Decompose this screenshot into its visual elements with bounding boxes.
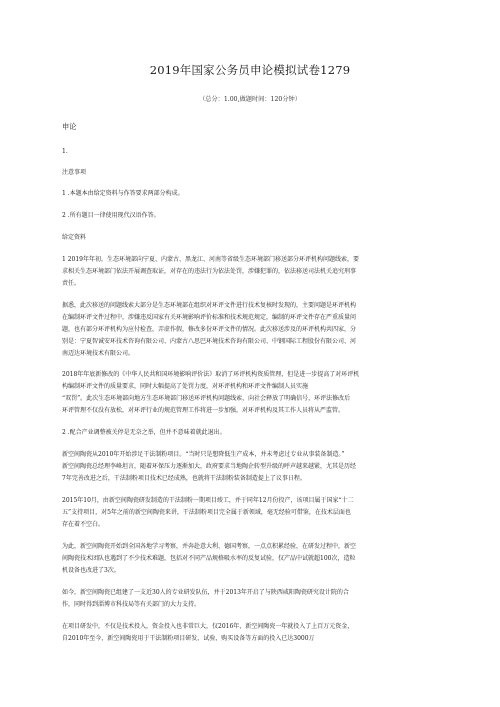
paragraph-line: 在项目研发中，不仅是技术投入，资金投入也非常巨大，仅2016年，新空间陶瓷一年就投入了上百万元资金，	[62, 623, 354, 630]
materials-heading: 给定资料	[62, 234, 87, 241]
paragraph-line: 五”支持项目，对5年之前的新空间陶瓷来讲，干法制粉项目完全属于新领域，毫无经验可借鉴，在技术层面也	[62, 509, 351, 516]
paragraph-line: 南迈达环境技术有限公司。	[62, 350, 135, 357]
paragraph-line: 求相关生态环境部门依法开展调查取证，对存在的违法行为依法处罚，涉嫌犯罪的，依法移送司法机关追究刑事	[62, 268, 357, 275]
paragraph-line: 据悉，此次移送的问题线索大部分是生态环境部在组织对环评文件进行技术复核时发现的，主要问题是环评机构	[62, 302, 357, 309]
paragraph-line: 存在着不空白。	[62, 521, 105, 528]
paragraph-line: 机设备也改进了3次。	[62, 567, 120, 574]
paragraph-line: 7年完善改进之后，干法制粉项目技术已经成熟，也就将干法制粉装备制造提上了议事日程。	[62, 475, 306, 482]
paragraph-line: 2 .配合产业调整被关停是无奈之举，但并不意味着就此退出。	[62, 429, 226, 436]
paragraph-line: 构编制环评文件的质量要求，同时大幅提高了处罚力度，对环评机构和环评文件编制人员实施	[62, 383, 309, 390]
section-heading: 申论	[62, 122, 77, 131]
paragraph-line: 责任。	[62, 280, 81, 287]
notice-item: 1 .本题本由给定资料与作答要求两部分构成。	[62, 190, 184, 197]
paragraph-line: 作，同时得到淄博市科技局等有关部门的大力支持。	[62, 601, 201, 608]
notice-item: 2 .所有题目一律使用现代汉语作答。	[62, 212, 160, 219]
paragraph-line: 为此，新空间陶瓷开始到全国各地学习考察，并奔赴意大利、德国考察，一点点积累经验，在研发过程中，新空	[62, 543, 357, 550]
paragraph-line: 新空间陶瓷总经理李峰坦言，随着环保压力逐渐加大，政府要求当地陶企转型升级的呼声越来越紧，尤其是历经	[62, 463, 357, 470]
paragraph-line: 1 2019年年初，生态环境部向宁夏、内蒙古、黑龙江、河南等省级生态环境部门移送部分环评机构问题线索，要	[62, 256, 359, 263]
document-title: 2019年国家公务员申论模拟试卷1279	[149, 63, 351, 77]
exam-meta: （总分：1.00,做题时间：120分钟）	[199, 96, 301, 103]
paragraph-line: 2018年年底新修改的《中华人民共和国环境影响评价法》取消了环评机构资质管理，但是进一步提高了对环评机	[62, 371, 360, 378]
paragraph-line: 间陶瓷技术团队也遇到了不少技术难题，包括对不同产品规格吸水率的反复试验，仅产品中试就超100次，造粒	[62, 555, 356, 562]
paragraph-line: 自2010年至今，新空间陶瓷用于干法制粉项目研发、试验，购买设备等方面的投入已达3000万	[62, 635, 315, 642]
question-number: 1.	[62, 148, 68, 155]
notice-heading: 注意事项	[62, 169, 87, 176]
paragraph-line: “双罚”。此次生态环境部向地方生态环境部门移送环评机构问题线索，向社会释放了明确信号，环评法修改后	[62, 395, 351, 402]
paragraph-line: 题，也有部分环评机构为应付检查，弄虚作假，修改多份环评文件的情况。此次移送涉及的环评机构共四家，分	[62, 326, 357, 333]
paragraph-line: 2015年10月，由新空间陶瓷研发制造的干法制粉一期项目竣工，并于同年12月份投产，该项目属于国家“十二	[62, 497, 354, 504]
paragraph-line: 在编制环评文件过程中，涉嫌违反国家有关环境影响评价标准和技术规范规定，编制的环评文件存在严重质量问	[62, 314, 357, 321]
paragraph-line: 新空间陶瓷从2010年开始涉足干法制粉项目。“当时只是想降低生产成本，并未考虑过专业从事装备制造。”	[62, 451, 345, 458]
paragraph-line: 环评管理不仅没有放松，对环评行业的规范管理工作将进一步加强，对环评机构及其工作人员将从严监管。	[62, 407, 345, 414]
paragraph-line: 如今，新空间陶瓷已组建了一支近30人的专业研发队伍，并于2013年开启了与陕西咸阳陶瓷研究设计院的合	[62, 589, 349, 596]
paragraph-line: 别是：宁夏智诚安环技术咨询有限公司、内蒙古八思巴环境技术咨询有限公司、中钢国际工程股份有限公司、河	[62, 338, 357, 345]
